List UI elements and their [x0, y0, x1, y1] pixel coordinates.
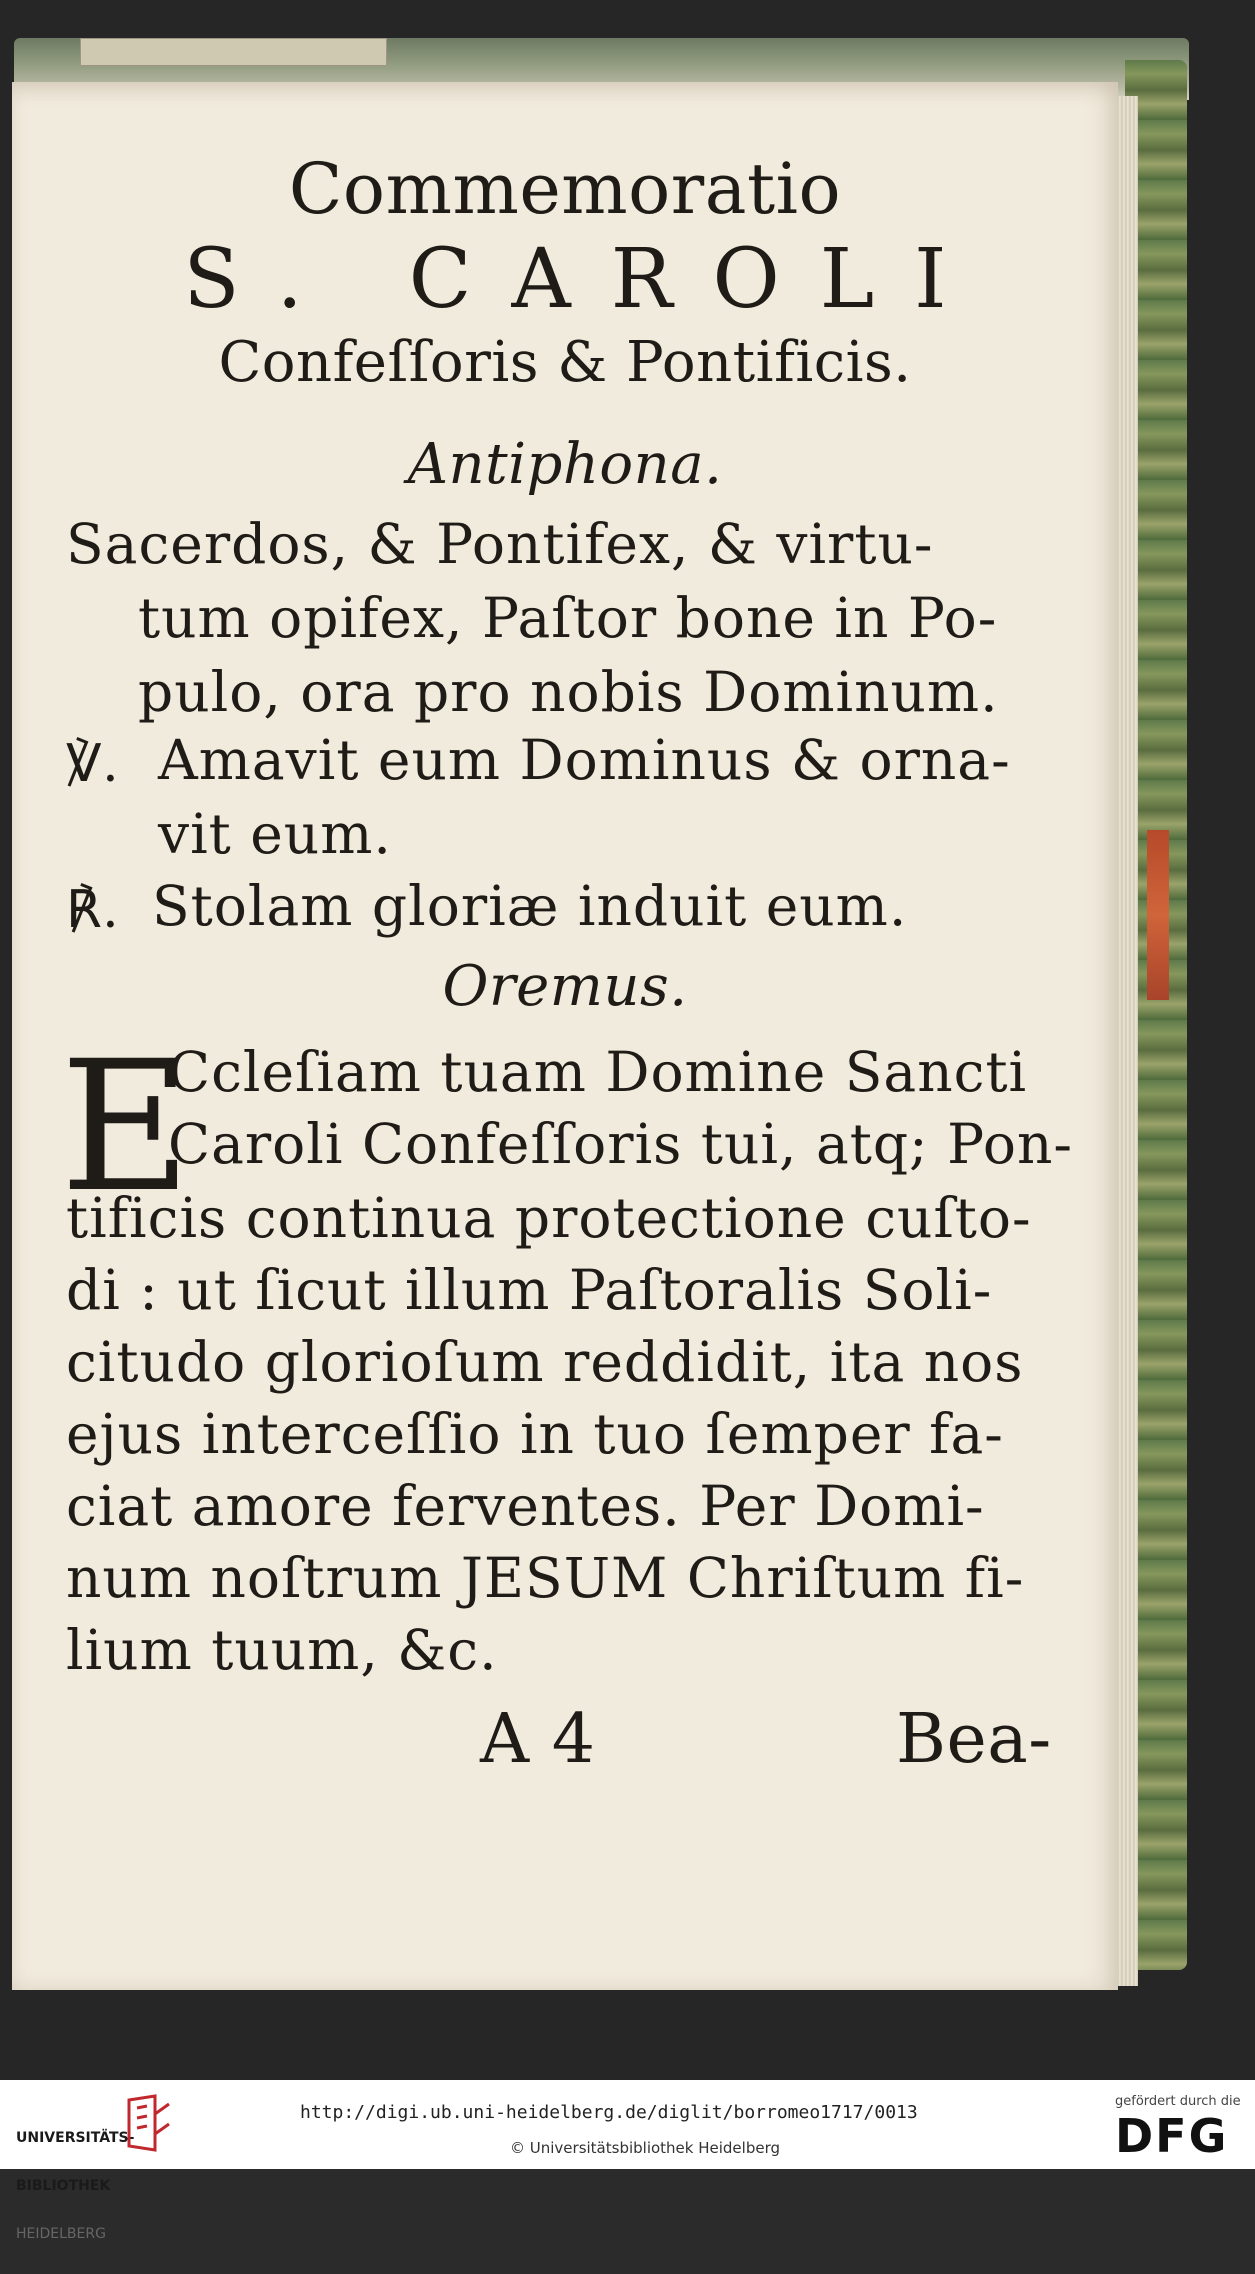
footer-copyright: © Universitätsbibliothek Heidelberg [510, 2139, 781, 2157]
heading-confessoris: Confeſſoris & Pontificis. [218, 330, 912, 395]
prayer-line-1: Ccleſiam tuam Domine Sancti [168, 1040, 1028, 1104]
library-logo-line-1: UNIVERSITÄTS- [16, 2130, 135, 2146]
signature-mark: A 4 [480, 1700, 596, 1779]
antiphona-line-1: Sacerdos, & Pontifex, & virtu- [66, 512, 934, 576]
library-logo-icon [125, 2094, 173, 2154]
antiphona-line-3: pulo, ora pro nobis Dominum. [138, 660, 999, 724]
response-symbol: ℟. [66, 880, 120, 940]
heading-caroli: S. CAROLI [183, 232, 987, 327]
antiphona-line-2: tum opifex, Paſtor bone in Po- [138, 586, 998, 650]
cover-label [80, 38, 387, 66]
dfg-logo: DFG [1115, 2109, 1229, 2163]
dfg-caption: gefördert durch die [1115, 2094, 1241, 2109]
bookmark-ribbon [1147, 830, 1169, 1000]
library-logo-line-2: BIBLIOTHEK [16, 2178, 111, 2194]
oremus-title: Oremus. [442, 954, 688, 1019]
prayer-line-8: num noſtrum JESUM Chriſtum fi- [66, 1546, 1025, 1610]
catchword: Bea- [896, 1700, 1052, 1779]
versicle-line-1: Amavit eum Dominus & orna- [158, 728, 1011, 792]
library-logo-text [16, 2098, 134, 2274]
response-line: Stolam gloriæ induit eum. [152, 874, 908, 938]
versicle-line-2: vit eum. [158, 802, 392, 866]
drop-cap-initial: E [60, 1023, 192, 1232]
heading-commemoratio: Commemoratio [288, 148, 842, 230]
prayer-line-4: di : ut ſicut illum Paſtoralis Soli- [66, 1258, 993, 1322]
prayer-line-5: citudo glorioſum reddidit, ita nos [66, 1330, 1024, 1394]
versicle-symbol: ℣. [66, 734, 120, 794]
prayer-line-9: lium tuum, &c. [66, 1618, 498, 1682]
footer-permalink[interactable]: http://digi.ub.uni-heidelberg.de/diglit/borromeo1717/0013 [300, 2102, 918, 2123]
prayer-line-6: ejus interceſſio in tuo ſemper fa- [66, 1402, 1004, 1466]
footer-bar [0, 2080, 1255, 2242]
antiphona-title: Antiphona. [407, 432, 723, 497]
prayer-line-2: Caroli Confeſſoris tui, atq; Pon- [168, 1112, 1073, 1176]
library-logo-line-3: HEIDELBERG [16, 2226, 106, 2242]
prayer-line-7: ciat amore ferventes. Per Domi- [66, 1474, 985, 1538]
prayer-line-3: tificis continua protectione cuſto- [66, 1186, 1032, 1250]
